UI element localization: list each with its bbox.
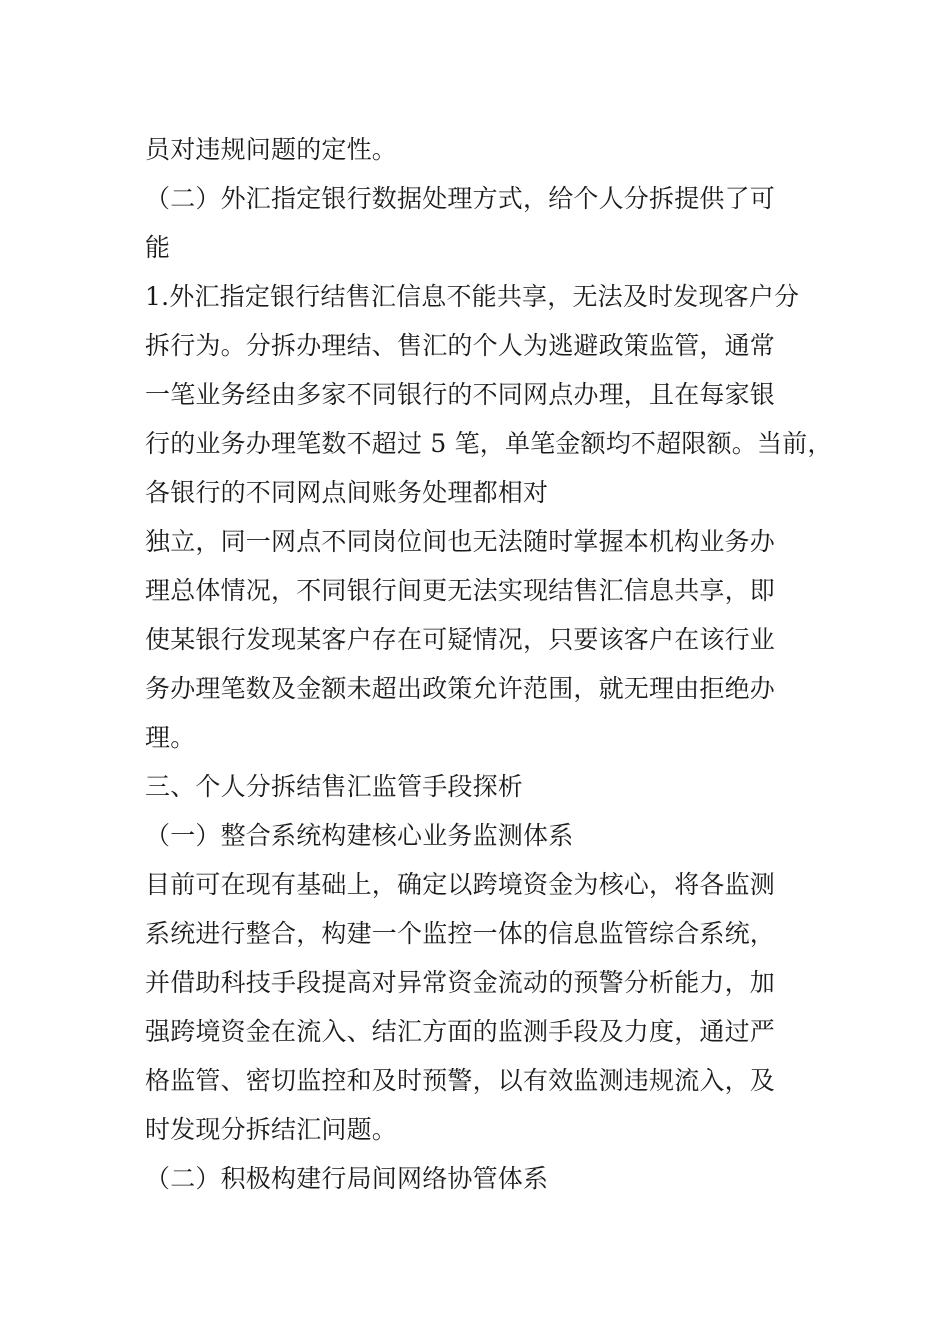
text-line-16: 目前可在现有基础上，确定以跨境资金为核心，将各监测 xyxy=(145,870,776,899)
text-line-11: 使某银行发现某客户存在可疑情况，只要该客户在该行业 xyxy=(145,625,776,654)
text-line-21: 时发现分拆结汇问题。 xyxy=(145,1115,398,1144)
text-line-12: 务办理笔数及金额未超出政策允许范围，就无理由拒绝办 xyxy=(145,674,776,703)
text-line-10: 理总体情况，不同银行间更无法实现结售汇信息共享，即 xyxy=(145,576,776,605)
text-line-7: 行的业务办理笔数不超过 5 笔，单笔金额均不超限额。当前， xyxy=(145,429,833,458)
text-line-18: 并借助科技手段提高对异常资金流动的预警分析能力，加 xyxy=(145,968,776,997)
text-line-20: 格监管、密切监控和及时预警，以有效监测违规流入，及 xyxy=(145,1066,776,1095)
subsection-heading-1: （一）整合系统构建核心业务监测体系 xyxy=(145,821,574,850)
section-heading: 三、个人分拆结售汇监管手段探析 xyxy=(145,772,524,801)
text-line-9: 独立，同一网点不同岗位间也无法随时掌握本机构业务办 xyxy=(145,527,776,556)
text-line-3: 能 xyxy=(145,233,171,262)
text-line-6: 一笔业务经由多家不同银行的不同网点办理，且在每家银 xyxy=(145,380,776,409)
text-line-19: 强跨境资金在流入、结汇方面的监测手段及力度，通过严 xyxy=(145,1017,776,1046)
text-line-17: 系统进行整合，构建一个监控一体的信息监管综合系统， xyxy=(145,919,776,948)
text-line-2: （二）外汇指定银行数据处理方式，给个人分拆提供了可 xyxy=(145,184,776,213)
text-line-5: 拆行为。分拆办理结、售汇的个人为逃避政策监管，通常 xyxy=(145,331,776,360)
text-line-13: 理。 xyxy=(145,723,196,752)
text-line-8: 各银行的不同网点间账务处理都相对 xyxy=(145,478,549,507)
text-line-1: 员对违规问题的定性。 xyxy=(145,135,398,164)
subsection-heading-2: （二）积极构建行局间网络协管体系 xyxy=(145,1164,549,1193)
text-line-4: 1.外汇指定银行结售汇信息不能共享，无法及时发现客户分 xyxy=(145,282,800,311)
